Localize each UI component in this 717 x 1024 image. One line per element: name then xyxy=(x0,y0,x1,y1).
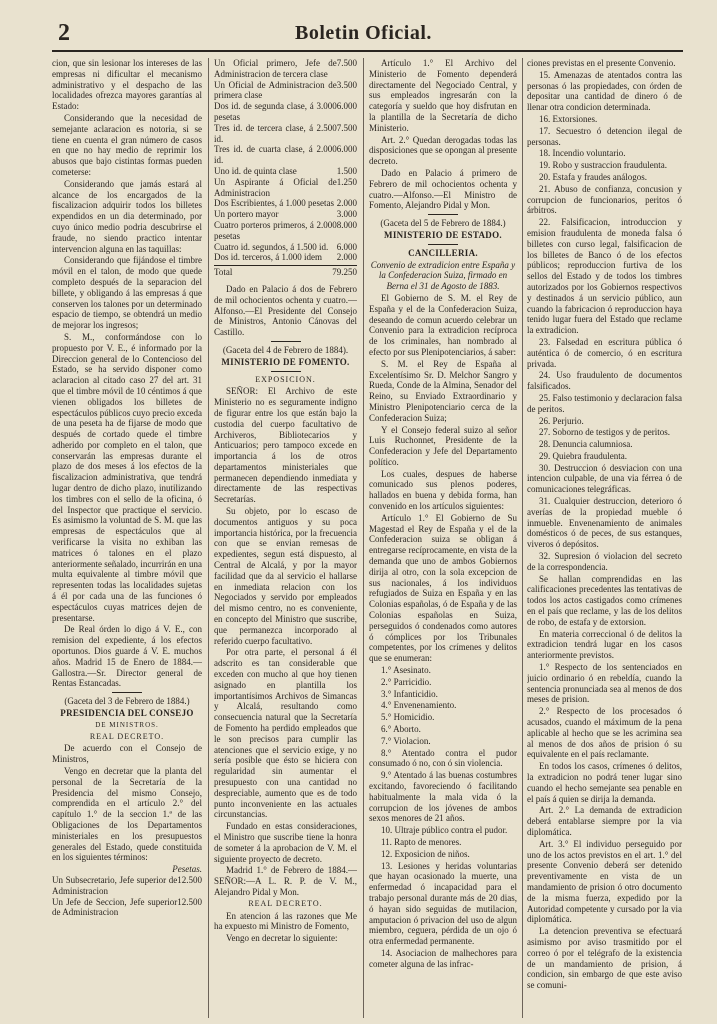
list-item: 7.° Violacion. xyxy=(381,735,431,746)
paragraph: Art. 2.° Quedan derogadas todas las disposiciones que se opongan al presente decreto. xyxy=(369,134,517,167)
gaceta-date: (Gaceta del 3 de Febrero de 1884.) xyxy=(64,696,190,707)
salary-value: 2.000 xyxy=(336,198,357,209)
salary-label: Cuatro id. segundos, á 1.500 id. xyxy=(214,241,329,252)
paragraph: Artículo 1.° El Archivo del Ministerio de Fomento dependerá directamente del Negociado Central, y sus empleados ingresarán con la categoría y sueldo que hoy disfrutan en la plantilla de la Secretaría de dicho Ministerio. xyxy=(369,58,517,133)
paragraph: 28. Denuncia calumniosa. xyxy=(539,439,633,450)
paragraph: ciones previstas en el presente Convenio. xyxy=(527,58,676,68)
paragraph: Considerando que jamás estará al alcance de los encargados de la fiscalizacion adquirir todos los billetes expendidos en un dia determinado, por cuyo único medio podria descubrirse el fraude, no siendo practico intentar intervencion alguna en las taquillas: xyxy=(52,178,202,254)
section-subheading: DE MINISTROS. xyxy=(95,720,159,729)
paragraph: La detencion preventiva se efectuará asimismo por aviso trasmitido por el correo ó por el telégrafo de la existencia de un mandamiento de prision, á condicion, sin embargo de que este aviso se comuni- xyxy=(527,926,682,991)
salary-row xyxy=(214,220,357,242)
paragraph: El Gobierno de S. M. el Rey de España y el de la Confederacion Suiza, deseando de comun acuerdo celebrar un Convenio para la extradicion recíproca de los criminales, han nombrado al efecto por sus Plenipotenciarios, á saber: xyxy=(369,292,517,357)
column-3 xyxy=(369,58,517,1018)
salary-value: 3.000 xyxy=(336,209,357,220)
paragraph: En todos los casos, crímenes ó delitos, la extradicion no podrá tener lugar sino cuando el hecho semejante sea penable en el país á quien se dirija la demanda. xyxy=(527,761,682,804)
list-item: 3.° Infanticidio. xyxy=(381,688,438,699)
salary-label: Cuatro porteros primeros, á 2.000 pesetas xyxy=(214,219,337,241)
salary-row xyxy=(52,875,202,897)
paragraph: 21. Abuso de confianza, concusion y corrupcion de funcionarios, peritos ó árbitros. xyxy=(527,183,682,216)
paragraph: 12. Exposicion de niños. xyxy=(381,848,470,859)
salary-label: Dos id. de segunda clase, á 3.000 pesetas xyxy=(214,101,337,122)
salary-row xyxy=(214,177,357,199)
paragraph: 18. Incendio voluntario. xyxy=(539,148,626,159)
salary-value: 1.500 xyxy=(336,165,357,176)
salary-value: 2.000 xyxy=(336,252,357,263)
salary-value: 6.000 xyxy=(336,101,357,112)
paragraph: 30. Destruccion ó desviacion con una intencion culpable, de una via férrea ó de comunicaciones telegráficas. xyxy=(527,462,682,495)
column-1 xyxy=(52,58,202,1018)
column-divider xyxy=(208,58,209,1018)
paragraph: 31. Cualquier destruccion, deterioro ó averías de la propiedad mueble ó inmueble. Envenenamiento de animales domésticos ó de peces, de sus estanques, viveros ó depósitos. xyxy=(527,496,682,550)
paragraph: Fundado en estas consideraciones, el Ministro que suscribe tiene la honra de someter á la aprobacion de V. M. el siguiente proyecto de decreto. xyxy=(214,821,357,864)
paragraph: Dado en Palacio á primero de Febrero de mil ochocientos ochenta y cuatro.—Alfonso.—El Ministro de Fomento, Alejandro Pidal y Mon. xyxy=(369,167,517,211)
section-heading: PRESIDENCIA DEL CONSEJO xyxy=(60,708,194,719)
separator xyxy=(112,692,142,693)
section-heading: MINISTERIO DE FOMENTO. xyxy=(221,356,350,367)
salary-label: Un Jefe de Seccion, Jefe superior de Administracion xyxy=(52,896,178,918)
paragraph: 8.° Atentado contra el pudor consumado ó no, con ó sin violencia. xyxy=(369,747,517,769)
pesetas-heading-row xyxy=(52,864,202,875)
paragraph: Art. 2.° La demanda de extradicion deberá entablarse siempre por la via diplomática. xyxy=(527,805,682,837)
separator xyxy=(428,214,458,215)
salary-value: 7.500 xyxy=(336,58,357,68)
separator xyxy=(428,244,458,245)
salary-row xyxy=(214,242,357,253)
decree-heading: REAL DECRETO. xyxy=(248,898,323,908)
column-4 xyxy=(527,58,682,1018)
salary-row xyxy=(214,198,357,209)
list-item: 6.° Aborto. xyxy=(381,724,421,735)
salary-value: 1.250 xyxy=(336,176,357,187)
paragraph: Se hallan comprendidas en las calificaciones precedentes las tentativas de todos los actos castigados como crímenes en el país que reclame, y las de los delitos de robo, de estafa y de extorsion. xyxy=(527,573,682,627)
paragraph: 15. Amenazas de atentados contra las personas ó las propiedades, con órden de depositar una cantidad de dinero ó de llenar otra condicion determinada. xyxy=(527,69,682,113)
salary-value: 3.500 xyxy=(336,79,357,90)
paragraph: 13. Lesiones y heridas voluntarias que hayan ocasionado la muerte, una enfermedad ó incapacidad para el trabajo personal durante más de 20 dias, ó hayan sido seguidas de mutilacion, amputacion ó privacion del uso de algun miembro, ceguera, pérdida de un ojo ó otra enfermedad permanente. xyxy=(369,860,517,947)
list-item: 5.° Homicidio. xyxy=(381,712,435,723)
salary-label: Dos Escribientes, á 1.000 pesetas xyxy=(214,198,334,209)
list-item: 4.° Envenenamiento. xyxy=(381,700,457,711)
paragraph: cion, que sin lesionar los intereses de las empresas ni dificultar el mecanismo administrativo y el despacho de las localidades ofrezca mayores garantías al Estado: xyxy=(52,58,202,112)
total-row xyxy=(214,265,357,278)
paragraph: Su objeto, por lo escaso de documentos antiguos y su poca importancia histórica, por la frecuencia con que se envian remesas de expedientes, segun está dispuesto, al Central de Alcalá, y por la mayor facilidad que da al servicio el hallarse en inmediata relacion con los Negociados y servido por empleados del mismo centro, no es conveniente, en concepto del Ministro que suscribe, que permanezca incorporado al referido cuerpo facultativo. xyxy=(214,506,357,646)
salary-value: 12.500 xyxy=(177,874,202,885)
separator xyxy=(271,371,301,372)
salary-label: Un Oficial primero, Jefe de Administracion de tercera clase xyxy=(214,58,337,79)
paragraph: Por otra parte, el personal á él adscrito es tan considerable que exceden con mucho al que hoy tienen asignado en plantilla los importantísimos Archivos de Simancas y Alcalá, resultando como consecuencia natural que la Secretaría de Fomento ha perdido empleados que le son precisos para cumplir las atenciones que el servicio exige, y no sería posible que ésto se hiciera con regularidad sin aumentar el presupuesto con una cantidad no despreciable, aumento que es de todo punto inconveniente en las actuales circunstancias. xyxy=(214,647,357,820)
salary-row xyxy=(52,897,202,919)
total-value: 79.250 xyxy=(332,267,357,278)
paragraph: Artículo 1.° El Gobierno de Su Magestad el Rey de España y el de la Confederacion suiza se obligan á entregarse recíprocamente, en vista de la demanda que uno de ambos Gobiernos dirija al otro, con la sola excepcion de sus nacionales, á los individuos refugiados de Suiza en España y en las Colonias españolas, ó de España y de las Colonias españolas en Suiza, perseguidos ó condenados como autores ó cómplices por los Tribunales competentes, por los crímenes y delitos que se enumeran: xyxy=(369,512,517,664)
pesetas-heading: Pesetas. xyxy=(172,864,202,875)
salary-label: Tres id. de cuarta clase, á 2.000 id. xyxy=(214,144,337,166)
salary-row xyxy=(214,252,357,263)
salary-row xyxy=(214,58,357,80)
salary-label: Un Subsecretario, Jefe superior de Administracion xyxy=(52,874,178,896)
paragraph: En materia correccional ó de delitos la extradicion tendrá lugar en los casos anteriormente previstos. xyxy=(527,628,682,661)
paragraph: 26. Perjurio. xyxy=(539,415,584,426)
section-subheading: CANCILLERIA. xyxy=(408,247,478,258)
salary-row xyxy=(214,144,357,166)
paragraph: 25. Falso testimonio y declaracion falsa de peritos. xyxy=(527,392,682,414)
salary-value: 6.000 xyxy=(336,241,357,252)
paragraph: S. M. el Rey de España al Excelentísimo Sr. D. Melchor Sangro y Rueda, Conde de la Almina, Senador del Reino, su Enviado Extraordinario y Ministro Plenipotenciario cerca de la Confederacion Suiza; xyxy=(369,358,517,423)
salary-value: 8.000 xyxy=(336,219,357,230)
exposition-heading: EXPOSICION. xyxy=(255,374,316,384)
paragraph: Y el Consejo federal suizo al señor Luis Ruchonnet, Presidente de la Confederacion y Jefe del Departamento político. xyxy=(369,424,517,467)
paragraph: Considerando que fijándose el timbre móvil en el talon, de modo que quede completo después de la separacion del billete, y obligando á las empresas á que conserven los talones por un determinado espacio de tiempo, se obtendrá un medio de mejorar los ingresos; xyxy=(52,255,202,331)
paragraph: 11. Rapto de menores. xyxy=(381,836,462,847)
list-item: 2.° Parricidio. xyxy=(381,676,432,687)
separator xyxy=(271,341,301,342)
paragraph: S. M., conformándose con lo propuesto por V. E., é informado por la Direccion general de lo Contencioso del Estado, se ha servido disponer como aclaracion al citado caso 27 del art. 31 que el timbre móvil de 10 céntimos á que vienen obligados los billetes de espectáculos públicos cuyo precio exceda de una peseta ha de fijarse de modo que después de cortado quede el timbre adherido por completo en el talon, que conservarán las empresas durante el plazo de dos meses á los efectos de la fiscalizacion administrativa, que tendrá lugar dentro de dicho plazo, inutilizando los timbres con el sello de la oficina, ó del Inspector que practique el servicio. Es asimismo la voluntad de S. M. que las empresas de espectáculos que al verificarse la visita no exhiban las matrices ó talones en el plazo anteriormente señalado, incurrirán en una multa equivalente al timbre móvil que representen todas las localidades sujetas á él por cada una de las funciones ó espectáculos cuyas matrices dejen de presentarse. xyxy=(52,331,202,623)
paragraph: Madrid 1.° de Febrero de 1884.—SEÑOR:—A L. R. P. de V. M., Alejandro Pidal y Mon. xyxy=(214,865,357,897)
paragraph: 24. Uso fraudulento de documentos falsificados. xyxy=(527,370,682,392)
paragraph: Vengo en decretar que la planta del personal de la Secretaría de la Presidencia del mismo Consejo, comprendida en el artículo 2.° del capítulo 1.° de la seccion 1.ª de las Obligaciones de los Departamentos ministeriales en los presupuestos generales del Estado, quede constituida en los siguientes términos: xyxy=(52,766,202,863)
paragraph: 27. Soborno de testigos y de peritos. xyxy=(539,427,670,438)
salary-value: 12.500 xyxy=(177,896,202,907)
paragraph: 14. Asociacion de malhechores para cometer alguna de las infrac- xyxy=(369,947,517,969)
salary-label: Uno id. de quinta clase xyxy=(214,165,297,176)
decree-heading: REAL DECRETO. xyxy=(89,731,165,741)
header-rule xyxy=(52,50,683,52)
total-label: Total xyxy=(214,267,233,278)
paragraph: SEÑOR: El Archivo de este Ministerio no es seguramente indigno de figurar entre los que están bajo la custodia del cuerpo facultativo de Archiveros, Bibliotecarios y Anticuarios; pero tampoco excede en importancia á los de otros departamentos ministeriales que permanecen dependiendo inmediata y directamente de las respectivas Secretarías. xyxy=(214,386,357,505)
salary-row xyxy=(214,123,357,145)
salary-row xyxy=(214,80,357,102)
page-header xyxy=(0,0,717,52)
paragraph: Dado en Palacio á dos de Febrero de mil ochocientos ochenta y cuatro.—Alfonso.—El Presidente del Consejo de Ministros, Antonio Cánovas del Castillo. xyxy=(214,283,357,338)
paragraph: De acuerdo con el Consejo de Ministros, xyxy=(52,743,202,765)
salary-value: 6.000 xyxy=(336,144,357,155)
salary-label: Tres id. de tercera clase, á 2.500 id. xyxy=(214,122,337,144)
paragraph: De Real órden lo digo á V. E., con remision del expediente, á los efectos oportunos. Dios guarde á V. E. muchos años. Madrid 15 de Enero de 1884.—Gallostra.—Sr. Director general de Rentas Estancadas. xyxy=(52,624,202,689)
paragraph: 10. Ultraje público contra el pudor. xyxy=(381,825,508,836)
salary-label: Un Oficial de Administracion de primera clase xyxy=(214,79,337,101)
paragraph: 19. Robo y sustraccion fraudulenta. xyxy=(539,160,667,171)
salary-row xyxy=(214,166,357,177)
paragraph: 20. Estafa y fraudes análogos. xyxy=(539,171,647,182)
salary-value: 7.500 xyxy=(336,122,357,133)
salary-label: Un portero mayor xyxy=(214,209,279,220)
paragraph: 9.° Atentado á las buenas costumbres excitando, favoreciendo ó facilitando habitualmente la mala vida ó la corrupcion de los jóvenes de ambos sexos menores de 21 años. xyxy=(369,770,517,824)
paragraph: 23. Falsedad en escritura pública ó auténtica ó de comercio, ó en escritura privada. xyxy=(527,336,682,369)
gaceta-date: (Gaceta del 5 de Febrero de 1884.) xyxy=(380,218,506,229)
column-divider xyxy=(363,58,364,1018)
paragraph: Vengo en decretar lo siguiente: xyxy=(226,933,338,944)
masthead-title: Boletin Oficial. xyxy=(295,22,432,44)
salary-label: Dos id. terceros, á 1.000 idem xyxy=(214,252,322,263)
paragraph: Los cuales, despues de haberse comunicado sus plenos poderes, hallados en buena y debida forma, han convenido en los artículos siguientes: xyxy=(369,468,517,512)
column-2 xyxy=(214,58,357,1018)
paragraph: En atencion á las razones que Me ha expuesto mi Ministro de Fomento, xyxy=(214,910,357,932)
list-item: 1.° Asesinato. xyxy=(381,665,431,676)
paragraph: 17. Secuestro ó detencion ilegal de personas. xyxy=(527,125,682,147)
salary-row xyxy=(214,209,357,220)
section-heading: MINISTERIO DE ESTADO. xyxy=(384,229,502,240)
page-number: 2 xyxy=(58,20,70,46)
paragraph: Art. 3.° El individuo perseguido por uno de los actos previstos en el art. 1.° del presente Convenio deberá ser detenido preventivamente en vista de un mandamiento de prision ó otro documento de la misma fuerza, expedido por la Autoridad competente y cursado por la via diplomática. xyxy=(527,838,682,925)
gaceta-date: (Gaceta del 4 de Febrero de 1884). xyxy=(222,344,349,355)
paragraph: Considerando que la necesidad de semejante aclaracion es notoria, si se tiene en cuenta el gran número de casos en que no hay medio de reprimir los abusos que bajo cistintas formas pueden cometerse: xyxy=(52,112,202,177)
salary-label: Un Aspirante á Oficial de Administracion xyxy=(214,176,337,198)
paragraph: 16. Extorsiones. xyxy=(539,113,598,124)
paragraph: 1.° Respecto de los sentenciados en juicio ordinario ó en rebeldía, cuando la sentencia pronunciada sea al menos de dos meses de prision. xyxy=(527,662,682,705)
paragraph: 2.° Respecto de los procesados ó acusados, cuando el máximum de la pena aplicable al hecho que se les acrimina sea al menos de dos años de prision ó su equivalente en el país reclamante. xyxy=(527,706,682,760)
salary-row xyxy=(214,101,357,123)
paragraph: 22. Falsificacion, introduccion y emision fraudulenta de moneda falsa ó billetes con curso legal, falsificacion de los billetes de Banco ó de los efectos públicos; reproduccion furtiva de los sellos del Estado y de todos los timbres autorizados por los Gobiernos respectivos y destinados á un servicio público, aun cuando la fabricacion ó reproduccion haya tenido lugar fuera del Estado que reclame la extradicion. xyxy=(527,217,682,336)
column-divider xyxy=(522,58,523,1018)
paragraph: 29. Quiebra fraudulenta. xyxy=(539,450,627,461)
paragraph: 32. Supresion ó violacion del secreto de la correspondencia. xyxy=(527,551,682,572)
convention-title: Convenio de extradicion entre España y la Confederacion Suiza, firmado en Berna el 31 de Agosto de 1883. xyxy=(370,259,516,292)
